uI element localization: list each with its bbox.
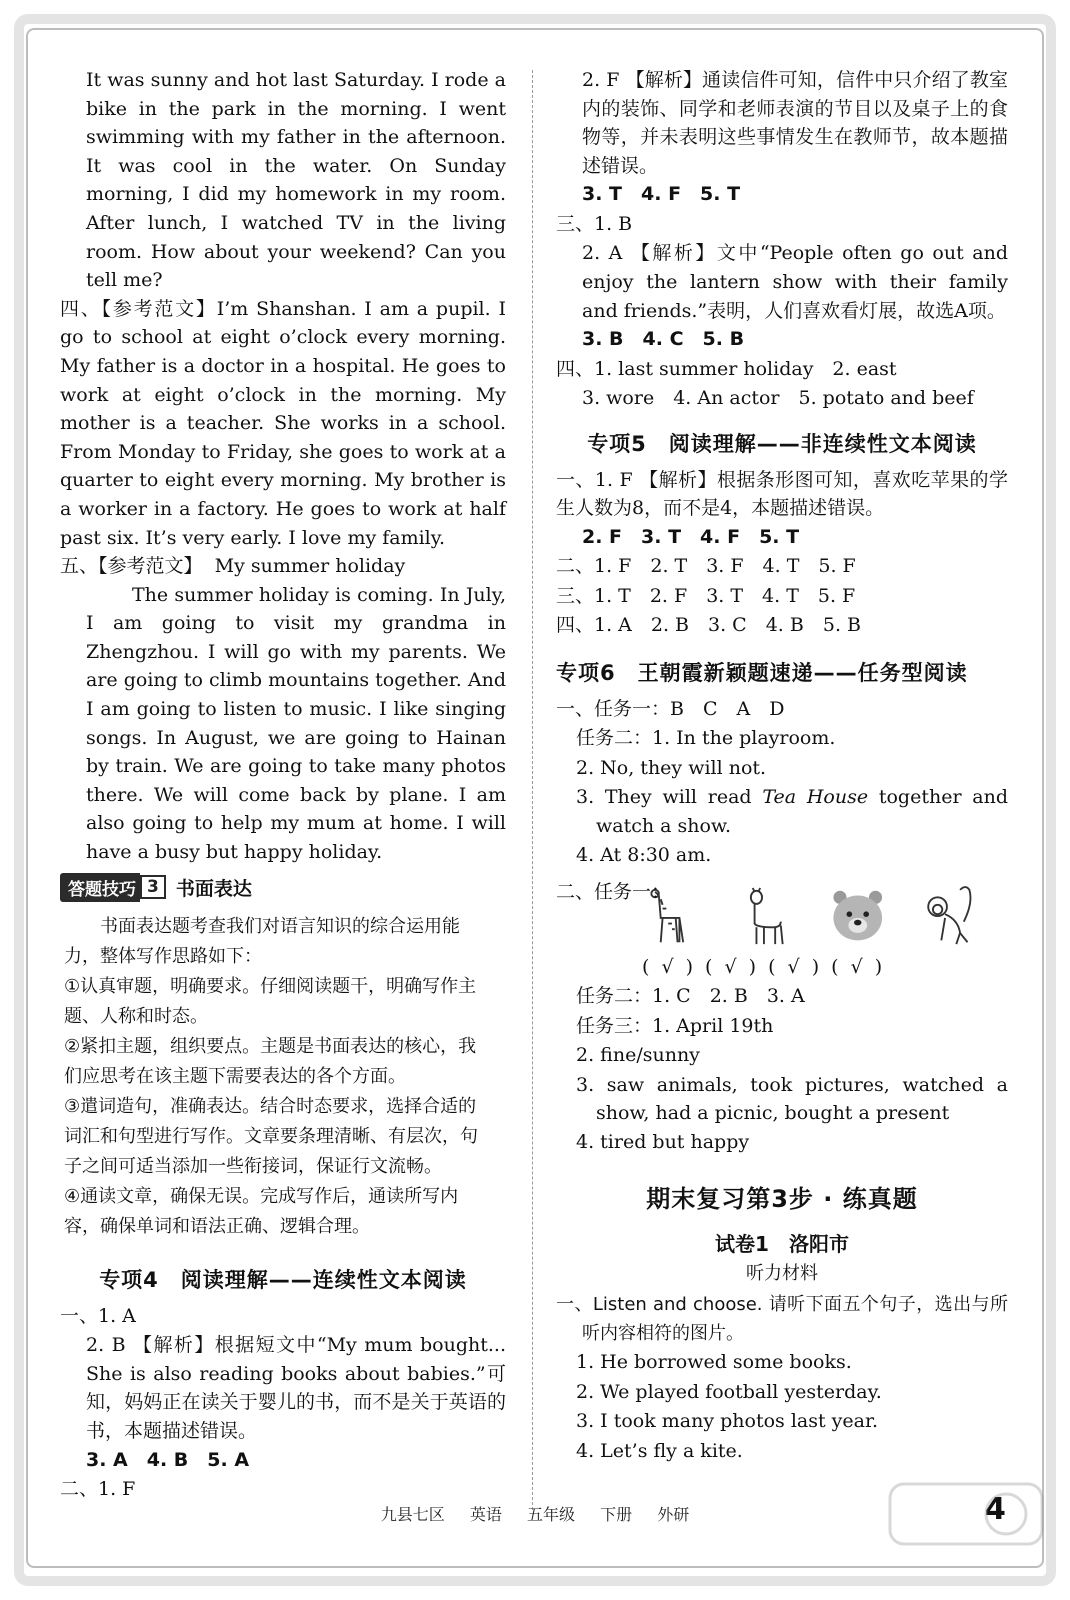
answer-line: 4. At 8:30 am. [576,843,712,866]
section-4-label: 四、【参考范文】 [60,297,217,320]
tip-item: ①认真审题，明确要求。仔细阅读题干，明确写作主题、人称和时态。 [64,975,477,1027]
footer-edition: 外研 [657,1505,690,1524]
answer-line: 3. T 4. F 5. T [582,183,741,206]
answer-line: 三、1. T 2. F 3. T 4. T 5. F [556,584,856,607]
letter-paragraph: It was sunny and hot last Saturday. I rode a bike in the park in the morning. I went swimming with my father in the afternoon. It was cool in the water. On Sunday morning, I did my homework in my room. After lunch, I watched TV in the living room. How about your weekend? Can you tell me? [86,69,506,292]
column-divider [532,70,533,1510]
final-review-title: 期末复习第3步 · 练真题 [646,1185,918,1214]
listening-item: 3. I took many photos last year. [576,1410,879,1433]
animal-row [642,870,1008,952]
answer-explanation: 2. B 【解析】根据短文中“My mum bought... She is also reading books about babies.”可知，妈妈正在读关于婴儿的书，而不是关于英语的书，本题描述错误。 [86,1334,506,1442]
answer-line: 四、1. last summer holiday 2. east [556,357,897,380]
answer-line [556,783,1008,840]
listening-material-title: 听力材料 [746,1263,818,1285]
monkey-icon [917,882,983,952]
special-6-title: 专项6 王朝霞新颖题速递——任务型阅读 [556,660,968,685]
footer-volume: 下册 [600,1505,633,1524]
section-5-text: The summer holiday is coming. In July, I am going to visit my grandma in Zhengzhou. I will go with my parents. We are going to climb mountains together. And I am going to listen to music. I like singing songs. In August, we are going to Hainan by train. We are going to take many photos there. We will come back by plane. I am also going to help my mum at home. I will have a busy but happy holiday. [86,583,506,864]
listening-item: 4. Let’s fly a kite. [576,1439,743,1462]
section-4-text: I’m Shanshan. I am a pupil. I go to school at eight o’clock every morning. My father is a doctor in a hospital. He goes to work at eight o’clock in the morning. My mother is a teacher. She works in a school. From Monday to Friday, she goes to work at a quarter to eight every morning. My brother is a worker in a factory. He goes to work at half past six. It’s very early. I love my family. [60,297,506,549]
answer-line: 2. F 3. T 4. F 5. T [582,525,800,548]
special-4-title: 专项4 阅读理解——连续性文本阅读 [99,1267,467,1292]
section-4 [60,295,506,552]
paper-title: 试卷1 洛阳市 [715,1232,849,1257]
answer-line: 2. fine/sunny [576,1044,700,1067]
answer-line: 3. B 4. C 5. B [582,328,745,351]
answer-line: 三、1. B [556,212,633,235]
animal-task [556,870,1008,952]
tip-item: 书面表达题考查我们对语言知识的综合运用能力，整体写作思路如下： [64,915,460,967]
section-5-head [60,552,506,581]
answer-line: 任务三：1. April 19th [576,1014,774,1037]
answer-line: 一、任务一：B C A D [556,697,785,720]
section-5-title: My summer holiday [214,555,406,578]
section-5-label: 五、【参考范文】 [60,555,203,578]
listening-item: 2. We played football yesterday. [576,1380,882,1403]
answer-explanation: 一、1. F 【解析】根据条形图可知，喜欢吃苹果的学生人数为8，而不是4，本题描述错误。 [556,468,1008,520]
alpaca-icon [734,882,800,952]
tip-item: ④通读文章，确保无误。完成写作后，通读所写内容，确保单词和语法正确、逻辑合理。 [64,1185,459,1237]
answer-line: 任务二：1. C 2. B 3. A [576,985,805,1008]
answer-line: 二、1. F [60,1478,136,1500]
answer-line: 4. tired but happy [576,1130,750,1153]
answer-explanation: 2. F 【解析】通读信件可知，信件中只介绍了教室内的装饰、同学和老师表演的节目以及桌子上的食物等，并未表明这些事情发生在教师节，故本题描述错误。 [582,69,1008,177]
answer-line: 一、1. A [60,1304,136,1327]
answer-line: 任务二：1. In the playroom. [576,727,836,750]
answer-line: 2. No, they will not. [576,756,767,779]
page-number: 4 [985,1492,1006,1527]
tip-list [60,912,506,1242]
answer-line: 二、任务一： [556,881,671,904]
tip-header [60,873,506,902]
listening-instruction: 一、Listen and choose. 请听下面五个句子，选出与所听内容相符的图片。 [556,1294,1008,1344]
answer-line: 四、1. A 2. B 3. C 4. B 5. B [556,614,861,637]
tip-badge: 答题技巧 [60,873,140,902]
footer-region: 九县七区 [380,1505,445,1524]
tip-item: ③遣词造句，准确表达。结合时态要求，选择合适的词汇和句型进行写作。文章要条理清晰、有层次，句子之间可适当添加一些衔接词，保证行文流畅。 [64,1095,478,1177]
answer-explanation: 2. A 【解析】文中“People often go out and enjoy the lantern show with their family and friends.”表明，人们喜欢看灯展，故选A项。 [582,242,1008,322]
tip-number: 3 [140,875,166,899]
answer-line: 二、1. F 2. T 3. F 4. T 5. F [556,555,856,578]
listening-item: 1. He borrowed some books. [576,1351,852,1374]
right-column [556,66,1008,1466]
footer-grade: 五年级 [526,1505,575,1524]
watermark-logo [886,1478,1046,1550]
answer-line: 3. A 4. B 5. A [86,1448,250,1471]
tip-title: 书面表达 [175,877,252,900]
left-column [60,66,506,1505]
answer-text: together and watch a show. [596,786,1008,837]
answer-line: 3. saw animals, took pictures, watched a show, had a picnic, bought a present [576,1073,1008,1125]
tip-item: ②紧扣主题，组织要点。主题是书面表达的核心，我们应思考在该主题下需要表达的各个方面。 [64,1035,477,1087]
footer-subject: 英语 [469,1505,502,1524]
answer-line: 3. wore 4. An actor 5. potato and beef [582,387,974,410]
special-5-title: 专项5 阅读理解——非连续性文本阅读 [587,431,977,456]
book-title: Tea House [762,786,869,809]
check-marks: ( √ ) ( √ ) ( √ ) ( √ ) [642,956,883,979]
bear-icon [825,882,891,952]
answer-text: 3. They will read [576,786,763,809]
